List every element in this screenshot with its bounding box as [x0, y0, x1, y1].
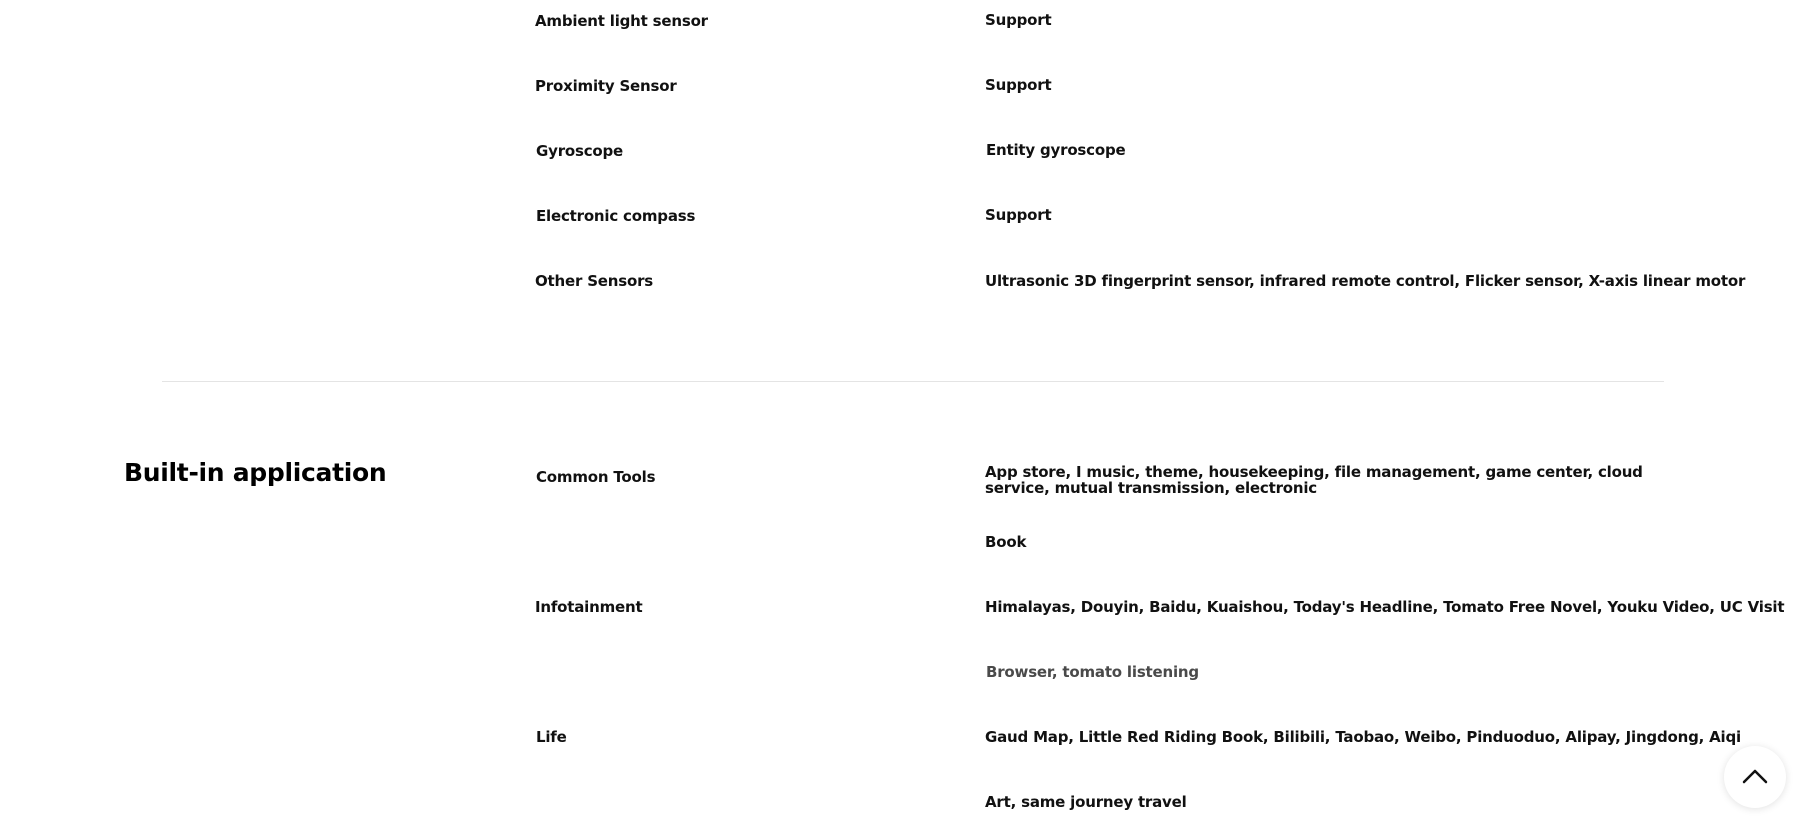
section-divider: [162, 381, 1664, 382]
section-title: Built-in application: [124, 458, 387, 487]
spec-value: Ultrasonic 3D fingerprint sensor, infrared remote control, Flicker sensor, X-axis linear motor: [985, 272, 1746, 290]
spec-value: Himalayas, Douyin, Baidu, Kuaishou, Today's Headline, Tomato Free Novel, Youku Video, UC Visit: [985, 598, 1785, 616]
spec-value: Gaud Map, Little Red Riding Book, Bilibili, Taobao, Weibo, Pinduoduo, Alipay, Jingdong, Aiqi: [985, 728, 1741, 746]
spec-value-continued: Art, same journey travel: [985, 793, 1187, 811]
spec-label: Life: [536, 728, 567, 746]
spec-value-continued: Book: [985, 533, 1027, 551]
spec-label: Ambient light sensor: [535, 12, 708, 30]
spec-label: Other Sensors: [535, 272, 654, 290]
spec-label: Proximity Sensor: [535, 77, 677, 95]
spec-value: Support: [985, 11, 1052, 29]
spec-value-continued: Browser, tomato listening: [986, 663, 1199, 681]
spec-label: Common Tools: [536, 468, 656, 486]
spec-label: Electronic compass: [536, 207, 696, 225]
spec-label: Gyroscope: [536, 142, 624, 160]
back-to-top-button[interactable]: [1724, 746, 1786, 808]
spec-value: App store, I music, theme, housekeeping, file management, game center, cloud service, mutual transmission, electronic: [985, 463, 1643, 497]
spec-value: Support: [985, 206, 1052, 224]
spec-value: Entity gyroscope: [986, 141, 1126, 159]
spec-value: Support: [985, 76, 1052, 94]
chevron-up-icon: [1740, 762, 1770, 792]
spec-label: Infotainment: [535, 598, 643, 616]
